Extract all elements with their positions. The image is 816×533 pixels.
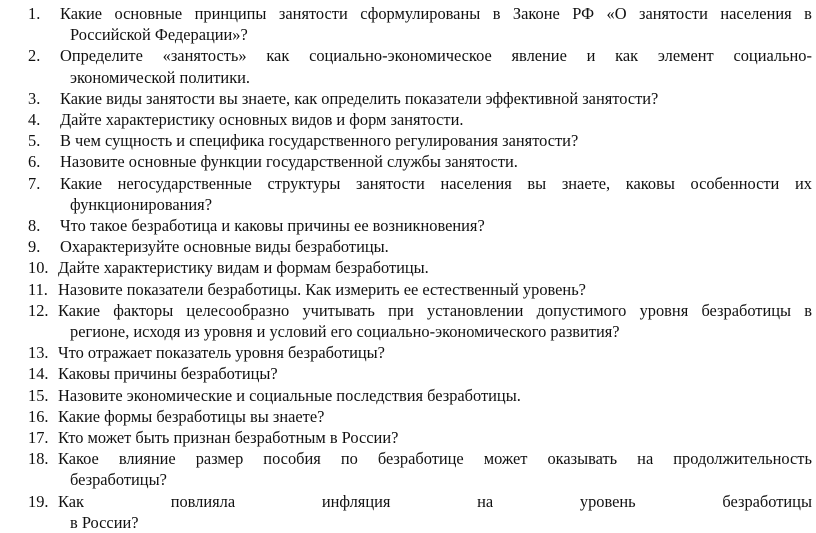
question-line: [0, 427, 816, 448]
question-line: [0, 469, 816, 490]
question-text: Российской Федерации»?: [70, 25, 248, 45]
question-text: экономической политики.: [70, 67, 251, 87]
question-text: Что такое безработица и каковы причины ее возникновения?: [60, 216, 485, 235]
question-text: Дайте характеристику видам и формам безработицы.: [58, 258, 429, 278]
question-number: 9.: [28, 237, 41, 257]
question-text: Как повлияла инфляция на уровень безработицы: [58, 491, 812, 511]
question-line: [0, 321, 816, 342]
question-text: Каковы причины безработицы?: [58, 364, 278, 384]
question-line: [0, 67, 816, 88]
question-line: [0, 342, 816, 363]
question-number: 13.: [28, 343, 49, 363]
question-line: [0, 88, 816, 109]
question-text: Назовите основные функции государственной службы занятости.: [60, 152, 518, 172]
question-line: [0, 215, 816, 236]
question-line: [0, 257, 816, 278]
question-text: регионе, исходя из уровня и условий его социально-экономического развития?: [70, 322, 620, 341]
question-line: [0, 279, 816, 300]
question-number: 17.: [28, 428, 49, 447]
question-number: 1.: [28, 4, 41, 23]
question-number: 4.: [28, 110, 41, 129]
question-line: [0, 3, 816, 24]
question-line: [0, 24, 816, 45]
question-line: [0, 236, 816, 257]
question-line: [0, 406, 816, 427]
question-text: Дайте характеристику основных видов и форм занятости.: [60, 110, 464, 129]
question-text: В чем сущность и специфика государственного регулирования занятости?: [60, 131, 579, 151]
question-line: [0, 491, 816, 512]
question-number: 16.: [28, 406, 49, 426]
question-line: [0, 512, 816, 533]
question-text: Какие формы безработицы вы знаете?: [58, 406, 325, 426]
question-number: 2.: [28, 46, 41, 66]
question-text: Назовите экономические и социальные последствия безработицы.: [58, 385, 521, 405]
question-text: Определите «занятость» как социально-экономическое явление и как элемент социально-: [60, 46, 812, 66]
question-text: Какие основные принципы занятости сформулированы в Законе РФ «О занятости населения в: [60, 4, 812, 23]
question-number: 3.: [28, 88, 41, 108]
question-text: безработицы?: [70, 470, 167, 490]
question-text: Какие виды занятости вы знаете, как определить показатели эффективной занятости?: [60, 88, 659, 108]
question-line: [0, 194, 816, 215]
question-line: [0, 300, 816, 321]
question-line: [0, 45, 816, 66]
question-line: [0, 151, 816, 172]
question-text: Какие негосударственные структуры занятости населения вы знаете, каковы особенности их: [60, 173, 812, 193]
question-line: [0, 130, 816, 151]
question-number: 14.: [28, 364, 49, 384]
question-number: 6.: [28, 152, 41, 172]
question-number: 7.: [28, 173, 41, 193]
question-number: 5.: [28, 131, 41, 151]
question-number: 8.: [28, 216, 41, 235]
question-number: 15.: [28, 385, 49, 405]
question-line: [0, 173, 816, 194]
question-line: [0, 109, 816, 130]
question-number: 10.: [28, 258, 49, 278]
question-text: Охарактеризуйте основные виды безработицы.: [60, 237, 389, 257]
question-number: 19.: [28, 491, 49, 511]
question-text: функционирования?: [70, 194, 212, 214]
question-number: 18.: [28, 449, 49, 469]
question-line: [0, 363, 816, 384]
question-text: Какие факторы целесообразно учитывать при установлении допустимого уровня безработицы в: [58, 300, 812, 320]
question-text: Какое влияние размер пособия по безработице может оказывать на продолжительность: [58, 449, 812, 469]
question-number: 12.: [28, 300, 49, 320]
question-line: [0, 385, 816, 406]
question-text: Назовите показатели безработицы. Как измерить ее естественный уровень?: [58, 279, 586, 299]
question-number: 11.: [28, 279, 48, 299]
question-text: Что отражает показатель уровня безработицы?: [58, 343, 385, 363]
question-line: [0, 448, 816, 469]
question-text: в России?: [70, 512, 139, 532]
question-text: Кто может быть признан безработным в России?: [58, 428, 399, 447]
